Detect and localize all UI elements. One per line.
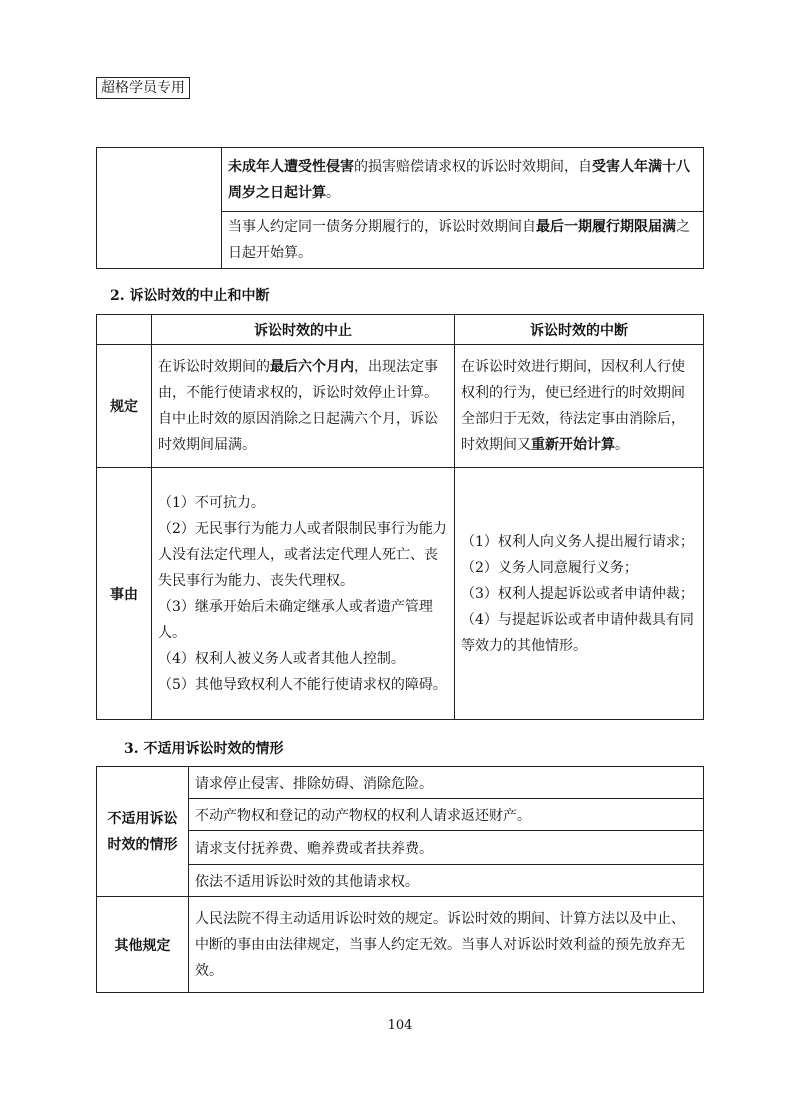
list-item: （4）权利人被义务人或者其他人控制。 <box>158 650 405 667</box>
inapplicable-item: 请求停止侵害、排除妨碍、消除危险。 <box>189 767 704 799</box>
list-item: （3）权利人提起诉讼或者申请仲裁； <box>461 585 694 602</box>
installment-debt-rule: 当事人约定同一债务分期履行的，诉讼时效期间自最后一期履行期限届满之日起开始算。 <box>222 212 704 269</box>
row-label-rule: 规定 <box>97 345 152 468</box>
list-item: （1）权利人向义务人提出履行请求； <box>461 533 694 550</box>
student-only-stamp: 超格学员专用 <box>96 77 190 99</box>
row-label-inapplicable: 不适用诉讼时效的情形 <box>97 767 189 897</box>
empty-label-cell <box>97 148 222 269</box>
col-header-suspension: 诉讼时效的中止 <box>152 315 455 345</box>
section-2-heading: 2. 诉讼时效的中止和中断 <box>110 288 270 304</box>
list-item: （1）不可抗力。 <box>158 494 265 511</box>
list-item: （3）继承开始后未确定继承人或者遗产管理人。 <box>158 598 433 641</box>
minor-sexual-abuse-rule: 未成年人遭受性侵害的损害赔偿请求权的诉讼时效期间，自受害人年满十八周岁之日起计算。 <box>222 148 704 212</box>
col-header-interruption: 诉讼时效的中断 <box>455 315 704 345</box>
list-item: （5）其他导致权利人不能行使请求权的障碍。 <box>158 676 447 693</box>
suspension-causes <box>152 468 455 720</box>
row-label-cause: 事由 <box>97 468 152 720</box>
interruption-rule: 在诉讼时效进行期间，因权利人行使权利的行为，使已经进行的时效期间全部归于无效，待法定事由消除后，时效期间又重新开始计算。 <box>455 345 704 468</box>
statute-start-table <box>96 147 704 269</box>
inapplicable-table <box>96 766 704 993</box>
list-item: （2）无民事行为能力人或者限制民事行为能力人没有法定代理人，或者法定代理人死亡、丧失民事行为能力、丧失代理权。 <box>158 520 447 589</box>
section-3-heading: 3. 不适用诉讼时效的情形 <box>124 741 284 757</box>
page-number: 104 <box>387 1018 413 1033</box>
interruption-causes <box>455 468 704 720</box>
inapplicable-item: 不动产物权和登记的动产物权的权利人请求返还财产。 <box>189 799 704 831</box>
suspension-rule: 在诉讼时效期间的最后六个月内，出现法定事由，不能行使请求权的，诉讼时效停止计算。自中止时效的原因消除之日起满六个月，诉讼时效期间届满。 <box>152 345 455 468</box>
list-item: （4）与提起诉讼或者申请仲裁具有同等效力的其他情形。 <box>461 611 694 654</box>
other-rules-text: 人民法院不得主动适用诉讼时效的规定。诉讼时效的期间、计算方法以及中止、中断的事由由法律规定，当事人约定无效。当事人对诉讼时效利益的预先放弃无效。 <box>189 897 704 993</box>
corner-cell <box>97 315 152 345</box>
list-item: （2）义务人同意履行义务； <box>461 559 638 576</box>
inapplicable-item: 依法不适用诉讼时效的其他请求权。 <box>189 865 704 897</box>
suspension-interruption-table <box>96 314 704 720</box>
row-label-other: 其他规定 <box>97 897 189 993</box>
inapplicable-item: 请求支付抚养费、赡养费或者扶养费。 <box>189 831 704 865</box>
